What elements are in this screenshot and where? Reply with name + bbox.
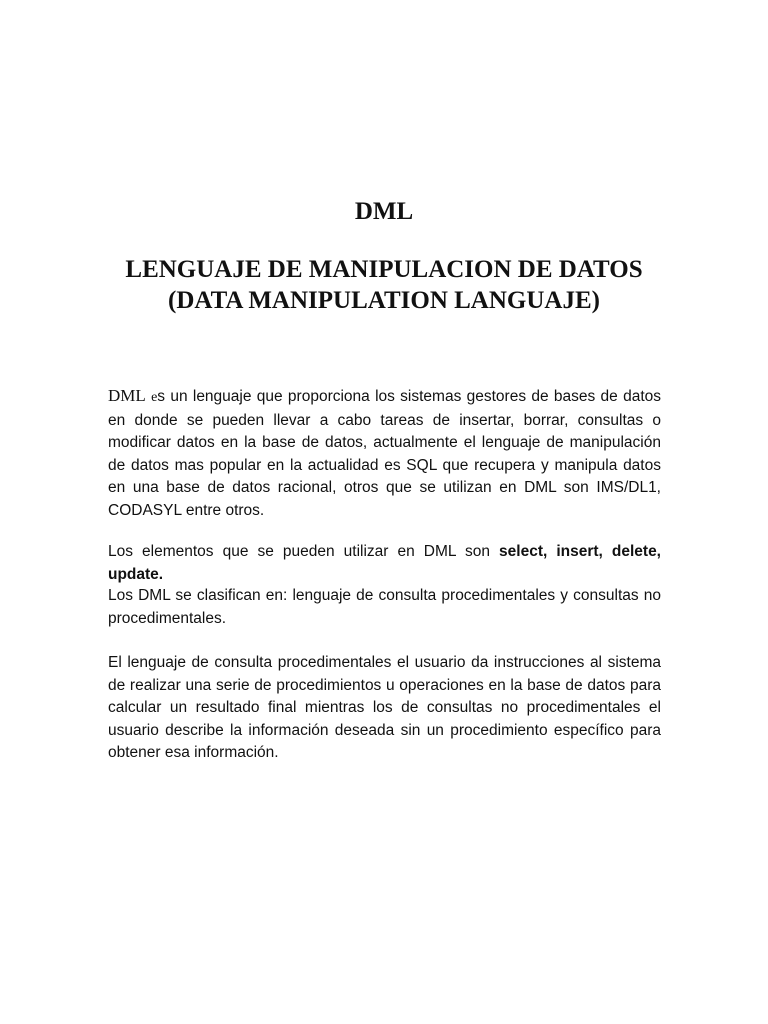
paragraph-lead-term: DML [108, 386, 146, 405]
codasyl-term: CODASYL [108, 501, 182, 519]
paragraph-text: Los elementos que se pueden utilizar en DML son [108, 543, 500, 560]
paragraph-text: s un lenguaje que proporciona los sistemas gestores de bases de datos en donde se pueden llevar a cabo tareas de insertar, borrar, consultas o modificar datos en la base de datos, actualmente el lenguaje de manipulación de datos mas popular en la actualidad es [108, 388, 661, 474]
paragraph-text: entre otros. [181, 501, 265, 519]
dml-commands: select, insert, delete, update. [108, 543, 661, 583]
document-title: DML [354, 198, 414, 225]
document-subtitle-line-1: LENGUAJE DE MANIPULACION DE DATOS [125, 256, 643, 283]
paragraph-elements [108, 541, 661, 586]
paragraph-lead-letter: e [151, 390, 158, 405]
paragraph-text: que recupera y manipula datos en una base de datos racional, otros que se utilizan en DML son IMS/DL1, [108, 456, 661, 496]
paragraph-definition [108, 385, 661, 522]
paragraph-procedural: El lenguaje de consulta procedimentales el usuario da instrucciones al sistema de realizar una serie de procedimientos u operaciones en la base de datos para calcular un resultado final mientras los de consultas no procedimentales el usuario describe la información deseada sin un procedimiento específico para obtener esa información. [108, 654, 661, 761]
paragraph-classification: Los DML se clasifican en: lenguaje de consulta procedimentales y consultas no procedimentales. [108, 587, 661, 627]
sql-term: SQL [406, 456, 437, 474]
document-subtitle-line-2: (DATA MANIPULATION LANGUAJE) [168, 287, 600, 314]
